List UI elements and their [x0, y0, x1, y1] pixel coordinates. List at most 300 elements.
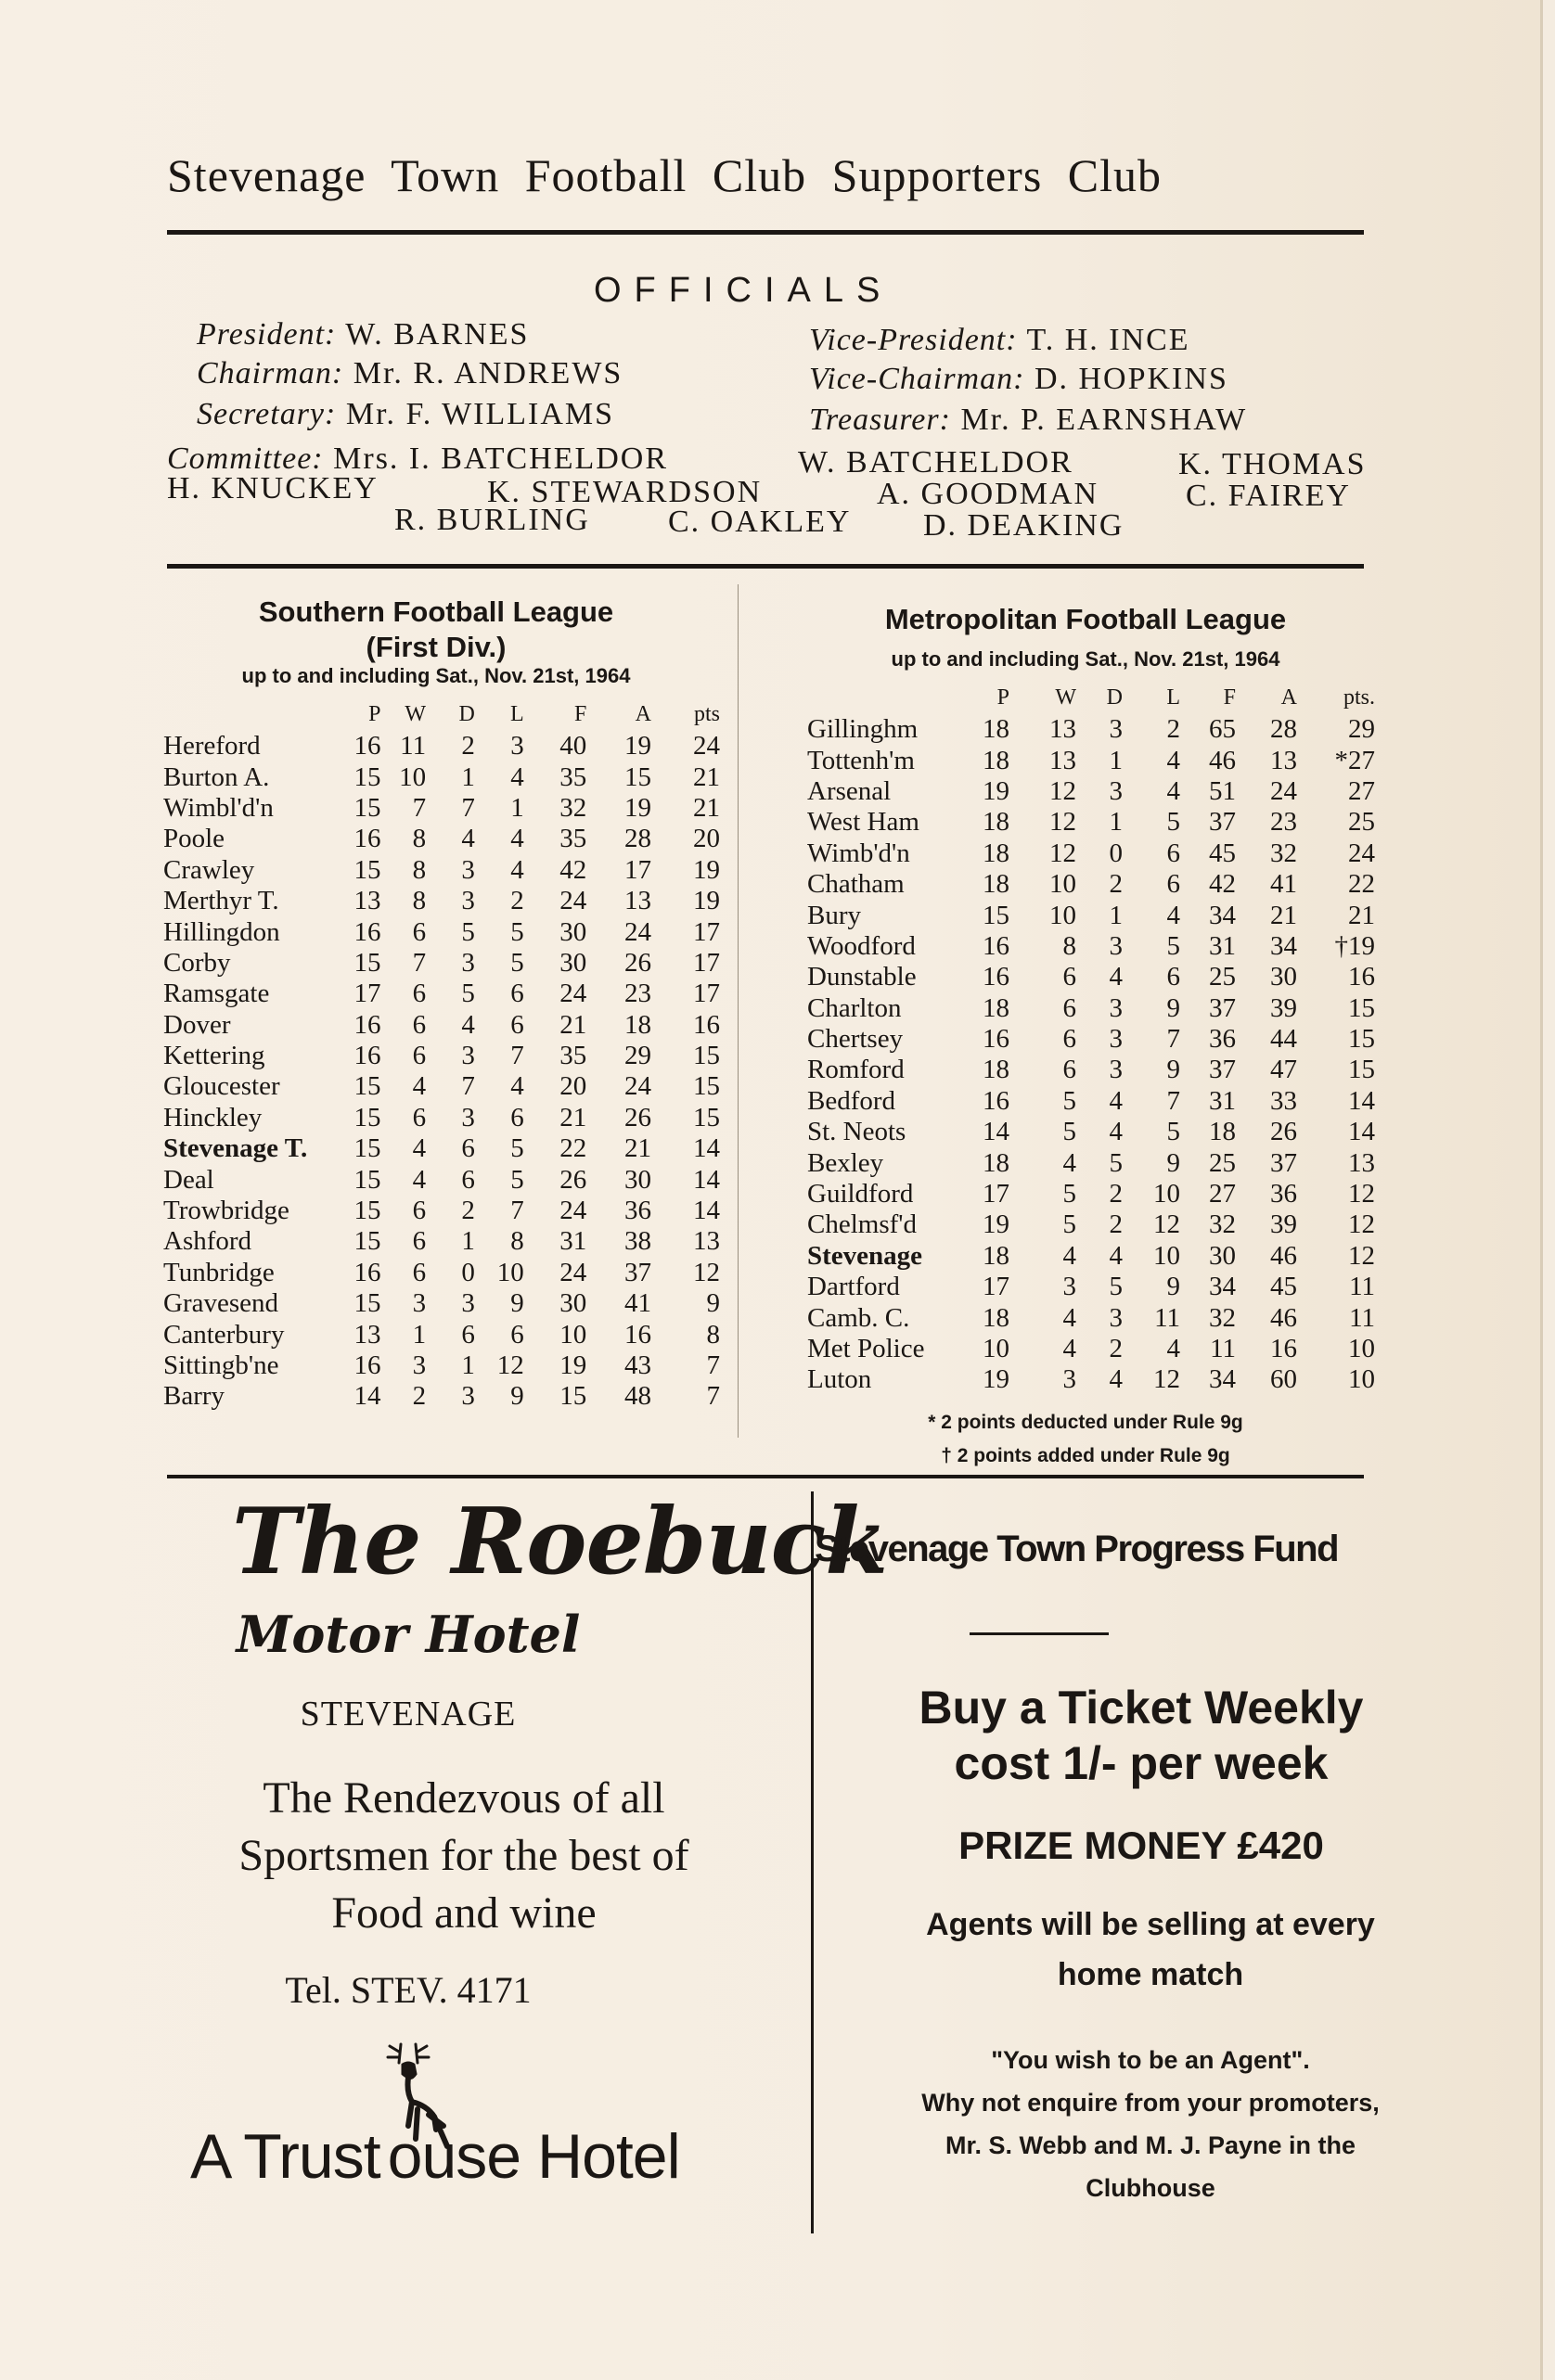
table-row [807, 838, 1375, 869]
trust-text: A Trust [190, 2121, 380, 2192]
stat-f: 25 [1209, 962, 1236, 992]
stat-w: 12 [1049, 807, 1076, 838]
stat-a: 15 [624, 761, 651, 792]
table-row [807, 962, 1375, 992]
stat-pts: 7 [706, 1381, 720, 1412]
stat-pts: 14 [693, 1164, 720, 1195]
stat-a: 13 [624, 886, 651, 916]
stat-d: 0 [461, 1257, 475, 1287]
stat-a: 41 [624, 1288, 651, 1319]
stat-pts: 16 [1348, 962, 1375, 992]
stat-w: 6 [1062, 1024, 1076, 1055]
stat-l: 4 [1166, 1334, 1180, 1363]
stat-p: 18 [983, 992, 1009, 1023]
stat-l: 3 [510, 731, 524, 761]
stat-f: 24 [559, 886, 587, 916]
table-header-row [163, 697, 720, 731]
table-row [807, 1241, 1375, 1272]
stat-a: 16 [624, 1319, 651, 1350]
stat-w: 6 [412, 1102, 427, 1132]
stat-p: 18 [983, 1240, 1009, 1271]
team-name: Luton [807, 1364, 872, 1395]
table-row [807, 1209, 1375, 1240]
stat-d: 3 [1109, 930, 1123, 961]
team-name: Chertsey [807, 1024, 904, 1055]
stat-pts: 29 [1348, 714, 1375, 745]
stat-p: 16 [353, 731, 381, 761]
adverts-rule [167, 1475, 1364, 1478]
table-row [163, 1103, 720, 1133]
team-name: Hinckley [163, 1102, 263, 1132]
table-row [163, 1226, 720, 1257]
stat-w: 5 [1062, 1179, 1076, 1209]
stat-pts: 14 [1348, 1085, 1375, 1116]
stat-l: 6 [510, 1009, 524, 1040]
stat-f: 24 [559, 1257, 587, 1287]
stat-pts: 17 [693, 916, 720, 947]
stat-pts: 21 [1348, 900, 1375, 930]
stat-a: 26 [624, 1102, 651, 1132]
stat-d: 2 [461, 1196, 475, 1226]
stat-a: 24 [624, 1071, 651, 1102]
stat-f: 65 [1209, 714, 1236, 745]
stat-w: 6 [412, 1009, 427, 1040]
team-name: Dunstable [807, 962, 917, 992]
stat-f: 22 [559, 1133, 587, 1164]
committee-member: W. BATCHELDOR [798, 445, 1073, 480]
stat-l: 4 [510, 1071, 524, 1102]
stat-f: 42 [1209, 869, 1236, 900]
stat-pts: 17 [693, 947, 720, 978]
adverts-divider [811, 1491, 814, 2233]
secretary-line [197, 397, 614, 432]
team-name: Deal [163, 1164, 214, 1195]
stat-d: 3 [461, 886, 475, 916]
stat-l: 6 [510, 1319, 524, 1350]
table-row [807, 745, 1375, 775]
stat-a: 37 [624, 1257, 651, 1287]
president-label: President: [197, 317, 337, 352]
table-row [807, 993, 1375, 1024]
table-row [163, 1381, 720, 1412]
stat-f: 25 [1209, 1147, 1236, 1178]
stat-w: 10 [1049, 869, 1076, 900]
stat-a: 26 [1270, 1117, 1297, 1147]
stat-pts: 22 [1348, 869, 1375, 900]
stat-p: 18 [983, 807, 1009, 838]
stat-pts: 25 [1348, 807, 1375, 838]
stat-pts: 10 [1348, 1334, 1375, 1363]
table-row [163, 886, 720, 916]
table-row [807, 869, 1375, 900]
enquire-line: Why not enquire from your promoters, [921, 2089, 1380, 2117]
stat-l: 4 [1166, 745, 1180, 775]
stat-pts: 15 [693, 1071, 720, 1102]
stat-l: 5 [510, 1133, 524, 1164]
stat-f: 15 [559, 1381, 587, 1412]
stat-w: 3 [412, 1288, 427, 1319]
table-row [807, 1302, 1375, 1333]
stat-w: 1 [412, 1319, 427, 1350]
stat-f: 30 [559, 947, 587, 978]
vice-chairman-name: D. HOPKINS [1034, 362, 1228, 396]
stat-d: 5 [461, 916, 475, 947]
stat-pts: 24 [693, 731, 720, 761]
stat-f: 30 [559, 1288, 587, 1319]
table-row [807, 1364, 1375, 1395]
column-header: A [1280, 685, 1297, 710]
team-name: Kettering [163, 1041, 265, 1071]
stat-p: 18 [983, 838, 1009, 868]
stat-l: 5 [1166, 807, 1180, 838]
stat-p: 17 [353, 979, 381, 1009]
committee-member: H. KNUCKEY [167, 471, 379, 505]
stat-p: 15 [353, 792, 381, 823]
team-name: Arsenal [807, 775, 892, 806]
stat-pts: 11 [1349, 1302, 1375, 1333]
agent-quote: "You wish to be an Agent". [991, 2046, 1310, 2074]
stat-p: 15 [353, 947, 381, 978]
table-row [807, 714, 1375, 745]
stat-l: 2 [510, 886, 524, 916]
stat-w: 5 [1062, 1117, 1076, 1147]
stat-f: 31 [1209, 1085, 1236, 1116]
stat-pts: 21 [693, 761, 720, 792]
table-row [163, 761, 720, 792]
stat-f: 34 [1209, 1272, 1236, 1302]
table-row [163, 793, 720, 824]
stat-f: 10 [559, 1319, 587, 1350]
agents-line-1: Agents will be selling at every [926, 1907, 1375, 1942]
stat-p: 15 [353, 761, 381, 792]
roebuck-name: The Roebuck [232, 1489, 888, 1595]
stat-p: 17 [983, 1179, 1009, 1209]
stat-f: 46 [1209, 745, 1236, 775]
column-header: D [458, 701, 475, 726]
stat-l: 12 [1153, 1209, 1180, 1240]
stat-f: 34 [1209, 1364, 1236, 1395]
treasurer-name: Mr. P. EARNSHAW [960, 403, 1248, 437]
trusthouse-brand [190, 2120, 680, 2193]
stat-d: 4 [1109, 1240, 1123, 1271]
stat-pts: 15 [693, 1041, 720, 1071]
stat-d: 6 [461, 1164, 475, 1195]
stat-d: 4 [1109, 1085, 1123, 1116]
stat-w: 6 [1062, 992, 1076, 1023]
team-name: Charlton [807, 992, 902, 1023]
table-row [807, 776, 1375, 807]
stat-d: 5 [461, 979, 475, 1009]
slogan-line: Sportsmen for the best of [238, 1831, 689, 1880]
stat-l: 9 [1166, 1055, 1180, 1085]
column-header: W [1055, 685, 1076, 710]
stat-w: 5 [1062, 1209, 1076, 1240]
stat-a: 33 [1270, 1085, 1297, 1116]
stat-a: 19 [624, 731, 651, 761]
committee-member: C. FAIREY [1186, 479, 1351, 513]
stat-l: 6 [1166, 962, 1180, 992]
stat-p: 18 [983, 1302, 1009, 1333]
stat-a: 23 [1270, 807, 1297, 838]
footnote-deducted: * 2 points deducted under Rule 9g [928, 1412, 1243, 1433]
team-name: Guildford [807, 1179, 914, 1209]
leagues-divider [738, 584, 739, 1438]
stat-a: 36 [624, 1196, 651, 1226]
stat-w: 4 [412, 1164, 427, 1195]
stat-p: 16 [353, 1041, 381, 1071]
stat-f: 42 [559, 854, 587, 885]
team-name: Bedford [807, 1085, 896, 1116]
stat-a: 36 [1270, 1179, 1297, 1209]
stat-p: 15 [353, 1102, 381, 1132]
stat-pts: †19 [1334, 930, 1375, 961]
stat-d: 4 [461, 1009, 475, 1040]
stat-f: 35 [559, 824, 587, 854]
stat-l: 4 [510, 854, 524, 885]
column-header: F [1223, 685, 1236, 710]
stat-d: 4 [461, 824, 475, 854]
team-name: Hereford [163, 731, 261, 761]
stat-p: 19 [983, 775, 1009, 806]
stat-p: 16 [353, 824, 381, 854]
stat-f: 30 [1209, 1240, 1236, 1271]
stat-a: 34 [1270, 930, 1297, 961]
southern-league-table [163, 697, 720, 1413]
table-row [163, 855, 720, 886]
stat-a: 30 [1270, 962, 1297, 992]
table-row [807, 1086, 1375, 1117]
stat-a: 43 [624, 1350, 651, 1380]
stat-l: 9 [1166, 1272, 1180, 1302]
agents-line-2: home match [1057, 1957, 1244, 1992]
column-header: pts. [1343, 685, 1375, 710]
committee-member: K. THOMAS [1178, 447, 1367, 481]
stat-a: 17 [624, 854, 651, 885]
team-name: Wimbl'd'n [163, 792, 274, 823]
stat-w: 6 [1062, 962, 1076, 992]
stat-a: 41 [1270, 869, 1297, 900]
stat-l: 11 [1154, 1302, 1180, 1333]
stat-l: 12 [496, 1350, 524, 1380]
stat-w: 4 [412, 1071, 427, 1102]
slogan-line: The Rendezvous of all [263, 1773, 665, 1823]
stat-pts: 27 [1348, 775, 1375, 806]
slogan-line: Food and wine [331, 1888, 597, 1938]
stat-f: 26 [559, 1164, 587, 1195]
stat-p: 18 [983, 1147, 1009, 1178]
stat-pts: 15 [1348, 1024, 1375, 1055]
stat-p: 15 [353, 1288, 381, 1319]
committee-member: K. STEWARDSON [487, 475, 763, 509]
stat-d: 4 [1109, 1364, 1123, 1395]
stat-f: 24 [559, 979, 587, 1009]
stat-l: 4 [510, 761, 524, 792]
team-name: Tottenh'm [807, 745, 915, 775]
stat-p: 10 [983, 1334, 1009, 1363]
southern-league-division: (First Div.) [366, 631, 507, 663]
stat-f: 21 [559, 1102, 587, 1132]
stat-a: 23 [624, 979, 651, 1009]
stat-p: 15 [353, 1071, 381, 1102]
stat-w: 6 [412, 979, 427, 1009]
secretary-name: Mr. F. WILLIAMS [345, 397, 615, 431]
committee-member: A. GOODMAN [877, 477, 1099, 511]
stat-pts: 15 [1348, 1055, 1375, 1085]
stat-d: 3 [1109, 1055, 1123, 1085]
stat-p: 15 [353, 1226, 381, 1257]
headline-cost: cost 1/- per week [954, 1737, 1329, 1789]
stat-pts: 11 [1349, 1272, 1375, 1302]
stat-d: 1 [461, 1226, 475, 1257]
team-name: West Ham [807, 807, 919, 838]
stat-w: 11 [400, 731, 427, 761]
stat-pts: 12 [1348, 1209, 1375, 1240]
stat-w: 4 [1062, 1334, 1076, 1363]
table-row [807, 1334, 1375, 1364]
stat-pts: 20 [693, 824, 720, 854]
table-row [163, 1258, 720, 1288]
table-row [807, 900, 1375, 930]
chairman-label: Chairman: [197, 356, 344, 390]
table-row [163, 979, 720, 1009]
stat-pts: 15 [1348, 992, 1375, 1023]
house-hotel-text: ouse Hotel [387, 2121, 680, 2192]
stat-l: 4 [1166, 775, 1180, 806]
stat-w: 4 [412, 1133, 427, 1164]
stat-d: 7 [461, 1071, 475, 1102]
stat-a: 28 [1270, 714, 1297, 745]
team-name: Wimb'd'n [807, 838, 910, 868]
table-row [163, 1288, 720, 1319]
secretary-label: Secretary: [197, 397, 337, 431]
stat-a: 38 [624, 1226, 651, 1257]
stat-a: 48 [624, 1381, 651, 1412]
stat-pts: 7 [706, 1350, 720, 1380]
stat-f: 32 [1209, 1209, 1236, 1240]
column-header: pts [693, 701, 720, 726]
stat-l: 7 [510, 1041, 524, 1071]
stat-a: 46 [1270, 1302, 1297, 1333]
team-name: Chelmsf'd [807, 1209, 917, 1240]
southern-league-title: Southern Football League [258, 595, 614, 628]
stat-pts: 9 [706, 1288, 720, 1319]
team-name: Tunbridge [163, 1257, 275, 1287]
stat-w: 3 [1062, 1364, 1076, 1395]
stat-d: 3 [461, 1041, 475, 1071]
president-name: W. BARNES [345, 317, 530, 352]
vice-chairman-line [809, 362, 1228, 397]
stat-d: 3 [1109, 1024, 1123, 1055]
stat-d: 4 [1109, 1117, 1123, 1147]
team-name: Poole [163, 824, 225, 854]
stat-d: 3 [461, 854, 475, 885]
stat-f: 45 [1209, 838, 1236, 868]
team-name: Crawley [163, 854, 255, 885]
team-name: Chatham [807, 869, 905, 900]
stat-w: 5 [1062, 1085, 1076, 1116]
stat-l: 4 [1166, 900, 1180, 930]
stat-pts: 24 [1348, 838, 1375, 868]
stat-a: 21 [1270, 900, 1297, 930]
stat-p: 15 [353, 1164, 381, 1195]
stat-p: 15 [353, 1196, 381, 1226]
stat-w: 8 [412, 886, 427, 916]
stat-a: 60 [1270, 1364, 1297, 1395]
stat-d: 3 [461, 1288, 475, 1319]
stat-pts: 14 [1348, 1117, 1375, 1147]
clubhouse-line: Clubhouse [1086, 2174, 1215, 2202]
team-name: Hillingdon [163, 916, 280, 947]
team-name: Dartford [807, 1272, 900, 1302]
stat-p: 16 [353, 1009, 381, 1040]
vice-president-name: T. H. INCE [1026, 323, 1190, 357]
stat-d: 3 [1109, 1302, 1123, 1333]
committee-member: C. OAKLEY [668, 505, 852, 539]
table-row [163, 916, 720, 947]
chairman-name: Mr. R. ANDREWS [353, 356, 623, 390]
stat-a: 19 [624, 792, 651, 823]
officials-rule [167, 564, 1364, 569]
stat-pts: 12 [1348, 1179, 1375, 1209]
roebuck-town: STEVENAGE [300, 1695, 517, 1734]
stat-a: 37 [1270, 1147, 1297, 1178]
stat-l: 12 [1153, 1364, 1180, 1395]
stat-w: 13 [1049, 714, 1076, 745]
stat-p: 16 [353, 1350, 381, 1380]
stat-d: 6 [461, 1133, 475, 1164]
stat-w: 13 [1049, 745, 1076, 775]
stat-w: 8 [1062, 930, 1076, 961]
column-header: L [1166, 685, 1180, 710]
stat-a: 46 [1270, 1240, 1297, 1271]
stat-pts: 19 [693, 886, 720, 916]
column-header: A [635, 701, 651, 726]
stat-w: 12 [1049, 775, 1076, 806]
stat-pts: 21 [693, 792, 720, 823]
stat-l: 10 [1153, 1240, 1180, 1271]
stat-d: 5 [1109, 1272, 1123, 1302]
table-row [807, 807, 1375, 838]
officials-heading: OFFICIALS [594, 271, 893, 310]
team-name: Sittingb'ne [163, 1350, 279, 1380]
stat-l: 8 [510, 1226, 524, 1257]
stat-p: 16 [983, 930, 1009, 961]
team-name: Dover [163, 1009, 231, 1040]
stat-a: 13 [1270, 745, 1297, 775]
treasurer-label: Treasurer: [809, 403, 951, 437]
team-name: Bury [807, 900, 861, 930]
stat-p: 16 [983, 1024, 1009, 1055]
team-name: Stevenage T. [163, 1133, 308, 1164]
team-name: Corby [163, 947, 231, 978]
stat-d: 6 [461, 1319, 475, 1350]
header-rule [167, 230, 1364, 235]
prize-money: PRIZE MONEY £420 [958, 1823, 1324, 1867]
stat-w: 4 [1062, 1240, 1076, 1271]
vice-president-line [809, 323, 1190, 358]
roebuck-telephone: Tel. STEV. 4171 [285, 1969, 532, 2011]
stat-p: 16 [353, 916, 381, 947]
roebuck-slogan [148, 1770, 779, 1942]
stat-d: 3 [1109, 992, 1123, 1023]
team-name: Barry [163, 1381, 225, 1412]
stat-f: 31 [1209, 930, 1236, 961]
stat-a: 30 [624, 1164, 651, 1195]
stat-l: 5 [510, 947, 524, 978]
team-name: Burton A. [163, 761, 270, 792]
stat-d: 2 [1109, 1334, 1123, 1363]
stat-pts: 12 [693, 1257, 720, 1287]
